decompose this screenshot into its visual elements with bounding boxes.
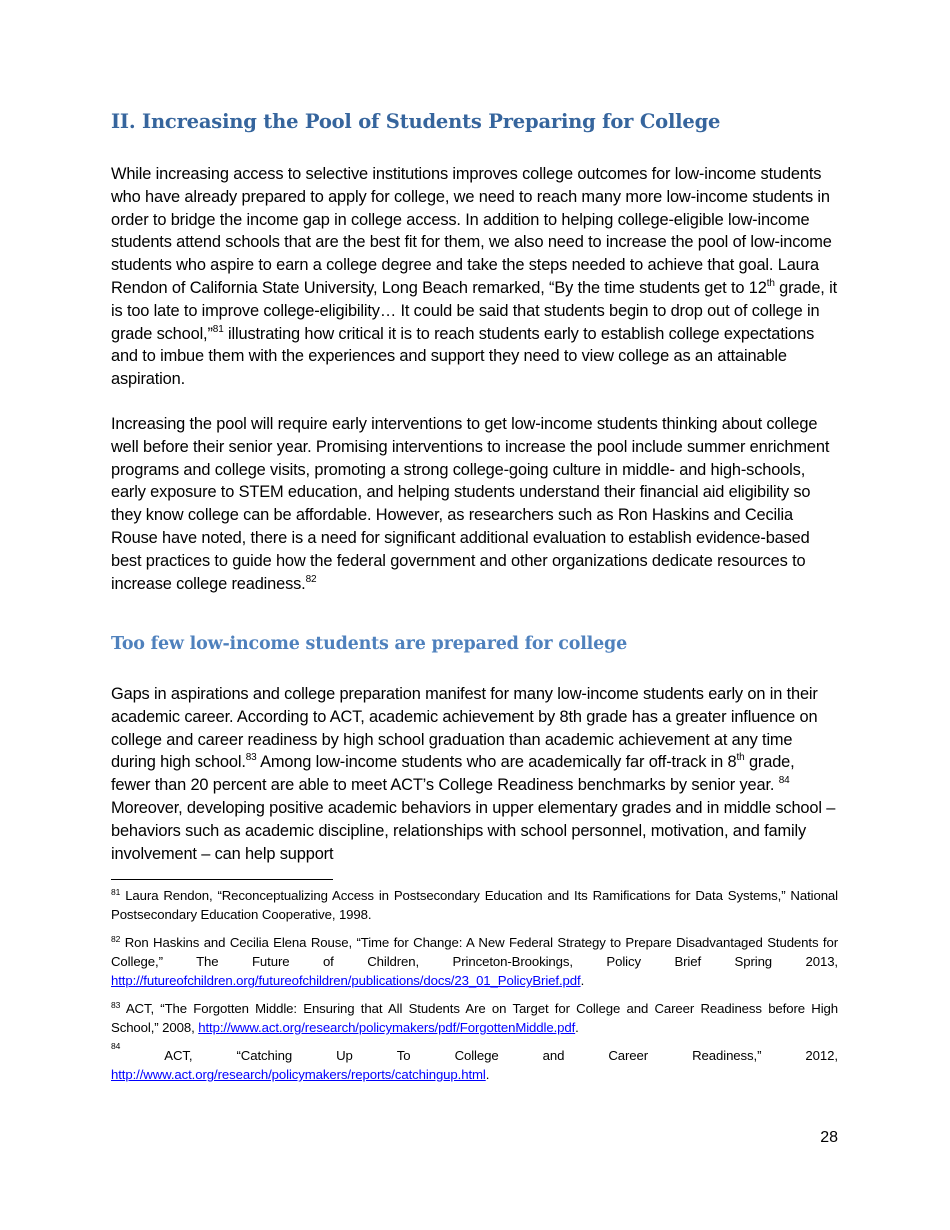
footnote-word: To [396,1048,411,1063]
footnote-tail: . [485,1067,490,1082]
footnote-number: 82 [111,934,121,944]
p3-text-d: Moreover, developing positive academic behaviors in upper elementary grades and in middle school – behaviors such as academic discipline, relationships with school personnel, motivation, and family involvement – can help support [111,798,836,863]
footnote-ref-82[interactable]: 82 [305,573,317,585]
footnote-word: College [454,1048,499,1063]
footnote-ref-84[interactable]: 84 [778,775,790,787]
footnote-84-line-2 [111,1065,838,1084]
p3-superscript-th: th [736,752,745,764]
footnote-82 [111,933,838,990]
p1-text-b: grade, it is too late to improve college-eligibility… It could be said that students begin to drop out of college in grade school,” [111,278,838,343]
p1-text-c: illustrating how critical it is to reach students early to establish college expectations and to imbue them with the experiences and support they need to view college as an attainable aspiration. [111,324,815,389]
p3-text-c: grade, fewer than 20 percent are able to meet ACT’s College Readiness benchmarks by senior year. [111,753,795,795]
footnote-number: 84 [111,1041,121,1051]
footnotes [111,886,838,1093]
footnote-word: Readiness,” [692,1048,762,1063]
footnote-word: 2012, [805,1048,838,1063]
footnote-word: Up [336,1048,353,1063]
paragraph-2 [111,413,838,595]
p1-superscript-th: th [766,277,775,289]
footnote-text: Laura Rendon, “Reconceptualizing Access in Postsecondary Education and Its Ramifications for Data Systems,” National Postsecondary Education Cooperative, 1998. [111,888,838,922]
footnote-ref-83[interactable]: 83 [245,752,257,764]
footnote-word: Career [608,1048,649,1063]
footnote-83 [111,999,838,1037]
p3-text-a: Gaps in aspirations and college preparation manifest for many low-income students early on in their academic career. According to ACT, academic achievement by 8th grade has a greater influence on college and career readiness by high school graduation than academic achievement at any time during high school. [111,685,818,772]
paragraph-3 [111,683,838,865]
footnote-tail: . [580,973,585,988]
subsection-title: Too few low-income students are prepared for college [111,634,628,654]
footnote-tail: . [575,1020,579,1035]
p1-text-a: While increasing access to selective institutions improves college outcomes for low-income students who have already prepared to apply for college, we need to reach many more low-income students in order to bridge the income gap in college access. In addition to helping college-eligible low-income students attend schools that are the best fit for them, we also need to increase the pool of low-income students who aspire to earn a college degree and take the steps needed to achieve that goal. Laura Rendon of California State University, Long Beach remarked, “By the time students get to 12 [111,165,832,297]
page-number: 28 [820,1129,838,1146]
footnote-text: ACT, “The Forgotten Middle: Ensuring that All Students Are on Target for College and Career Readiness before High School,” 2008, [111,1001,838,1035]
footnote-number: 83 [111,1000,121,1010]
footnote-text: Ron Haskins and Cecilia Elena Rouse, “Time for Change: A New Federal Strategy to Prepare Disadvantaged Students for College,” The Future of Children, Princeton-Brookings, Policy Brief Spring 2013, [111,935,838,969]
paragraph-1 [111,163,838,391]
footnote-word: ACT, [164,1048,193,1063]
footnote-word: and [542,1048,565,1063]
footnote-link[interactable]: http://www.act.org/research/policymakers/reports/catchingup.html [111,1067,486,1082]
p3-text-b: Among low-income students who are academically far off-track in 8 [256,753,737,772]
section-title: II. Increasing the Pool of Students Preparing for College [111,110,721,133]
footnote-link[interactable]: http://futureofchildren.org/futureofchildren/publications/docs/23_01_PolicyBrief.pdf [111,973,581,988]
footnote-81 [111,886,838,924]
footnote-84-line-1 [111,1041,838,1065]
footnote-number: 81 [111,887,121,897]
footnote-link[interactable]: http://www.act.org/research/policymakers/pdf/ForgottenMiddle.pdf [198,1020,576,1035]
footnote-ref-81[interactable]: 81 [212,323,224,335]
p2-text-a: Increasing the pool will require early interventions to get low-income students thinking about college well before their senior year. Promising interventions to increase the pool include summer enrichment programs and college visits, promoting a strong college-going culture in middle- and high-schools, early exposure to STEM education, and helping students understand their financial aid eligibility so they know college can be affordable. However, as researchers such as Ron Haskins and Cecilia Rouse have noted, there is a need for significant additional evaluation to establish evidence-based best practices to guide how the federal government and other organizations dedicate resources to increase college readiness. [111,415,830,593]
footnote-word: “Catching [236,1048,293,1063]
footnote-divider [111,879,333,880]
footnote-84 [111,1041,838,1084]
